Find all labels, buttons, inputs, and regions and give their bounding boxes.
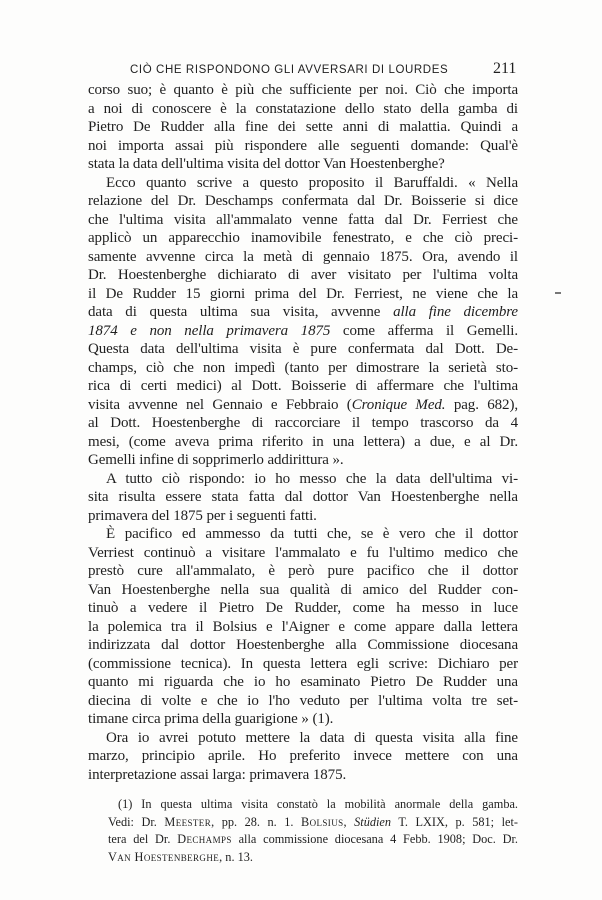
text-line xyxy=(88,81,518,99)
footnote-line xyxy=(118,796,518,812)
text-span: sita risulta essere stata fatta dal dottor Van Hoestenberghe nella xyxy=(88,489,518,505)
text-span: champs, ciò che non impedì (tanto per dimostrare la serietà sto- xyxy=(88,359,518,376)
text-span: alla commissione diocesana 4 Febb. 1908; Doc. Dr. xyxy=(231,832,518,846)
small-caps-name: Dechamps xyxy=(177,832,232,846)
italic-text: alla fine dicembre xyxy=(393,304,518,320)
italic-text: 1874 e non nella primavera 1875 xyxy=(88,322,331,339)
footnote-line xyxy=(108,831,518,847)
text-span: stata la data dell'ultima visita del dottor Van Hoestenberghe? xyxy=(88,156,445,172)
text-span: Pietro De Rudder alla fine dei sette anni di malattia. Quindi a xyxy=(88,119,518,135)
small-caps-name: Van Hoestenberghe xyxy=(108,849,220,864)
text-line xyxy=(88,636,518,654)
text-span: il De Rudder 15 giorni prima del Dr. Ferriest, ne viene che la xyxy=(88,285,518,302)
text-span: T. LXIX, p. 581; let- xyxy=(391,814,518,829)
text-line xyxy=(88,562,518,580)
text-line xyxy=(88,266,518,284)
text-line xyxy=(88,673,518,691)
text-span: rica di certi medici) al Dott. Boisserie di affermare che l'ultima xyxy=(88,378,518,394)
text-span: Vedi: Dr. xyxy=(108,814,165,829)
text-line xyxy=(88,248,518,266)
text-line xyxy=(88,544,518,562)
text-line xyxy=(88,692,518,710)
text-line xyxy=(88,507,518,525)
text-span: visita avvenne nel Gennaio e Febbraio ( xyxy=(88,396,352,413)
text-line xyxy=(88,710,518,728)
scan-mark xyxy=(555,292,561,294)
text-line xyxy=(88,285,518,303)
text-span: quanto mi riguarda che io ho esaminato Pietro De Rudder una xyxy=(88,674,518,690)
text-span: corso suo; è quanto è più che sufficiente per noi. Ciò che importa xyxy=(88,82,518,98)
text-line xyxy=(88,340,518,358)
text-span: Van Hoestenberghe nella sua qualità di amico del Rudder con- xyxy=(88,581,518,598)
small-caps-name: Bolsius xyxy=(301,814,344,829)
text-line xyxy=(88,137,518,155)
text-line xyxy=(106,174,518,192)
footnote-line xyxy=(108,814,518,830)
text-line xyxy=(88,581,518,599)
text-line xyxy=(88,451,518,469)
text-span: relazione del Dr. Deschamps confermata dal Dr. Boisserie si dice xyxy=(88,193,518,209)
text-span: A tutto ciò rispondo: io ho messo che la data dell'ultima vi- xyxy=(106,470,518,487)
footnote-line xyxy=(108,849,518,865)
text-line xyxy=(88,322,518,340)
text-span: Dr. Hoestenberghe dichiarato di aver visitato per l'ultima volta xyxy=(88,267,518,283)
text-span: Gemelli infine di sopprimerlo addirittura ». xyxy=(88,452,344,468)
text-span: mesi, (come aveva prima riferito in una lettera) a due, e al Dr. xyxy=(88,433,518,450)
text-span: Ecco quanto scrive a questo proposito il Baruffaldi. « Nella xyxy=(106,174,518,191)
text-span: È pacifico ed ammesso da tutti che, se è vero che il dottor xyxy=(106,526,518,542)
text-span: , n. 13. xyxy=(219,849,253,864)
text-span: (commissione tecnica). In questa lettera egli scrive: Dichiaro per xyxy=(88,655,518,672)
text-span: , xyxy=(343,814,355,829)
text-span: indirizzata dal dottor Hoestenberghe alla Commissione diocesana xyxy=(88,637,518,653)
text-span: , pp. 28. n. 1. xyxy=(211,814,301,829)
text-span: tinuò a vedere il Pietro De Rudder, come ha messo in luce xyxy=(88,600,518,616)
text-line xyxy=(88,766,518,784)
text-span: Verriest continuò a visitare l'ammalato e fu l'ultimo medico che xyxy=(88,544,518,561)
text-span: al Dott. Hoestenberghe di raccorciare il tempo trascorso da 4 xyxy=(88,415,518,431)
text-line xyxy=(88,303,518,321)
text-line xyxy=(88,100,518,118)
text-span: tera del Dr. xyxy=(108,832,178,846)
page-number: 211 xyxy=(493,60,517,77)
italic-text: Stüdien xyxy=(354,814,392,829)
text-line xyxy=(88,414,518,432)
text-line xyxy=(88,599,518,617)
text-line xyxy=(88,192,518,210)
text-span: Questa data dell'ultima visita è pure confermata dal Dott. De- xyxy=(88,341,518,357)
text-span: come afferma il Gemelli. xyxy=(330,322,518,339)
text-line xyxy=(106,729,518,747)
text-span: pag. 682), xyxy=(445,396,518,413)
text-line xyxy=(88,229,518,247)
text-span: timane circa prima della guarigione » (1). xyxy=(88,711,334,727)
text-line xyxy=(88,359,518,377)
text-span: prestò cure all'ammalato, è però pure pacifico che il dottor xyxy=(88,563,518,579)
running-header: CIÒ CHE RISPONDONO GLI AVVERSARI DI LOURDES xyxy=(130,64,449,76)
text-line xyxy=(88,377,518,395)
text-line xyxy=(88,618,518,636)
text-span: (1) In questa ultima visita constatò la mobilità anormale della gamba. xyxy=(118,797,518,811)
text-line xyxy=(88,655,518,673)
text-span: primavera del 1875 per i seguenti fatti. xyxy=(88,507,317,524)
text-span: applicò un apparecchio inamovibile fenestrato, e che ciò preci- xyxy=(88,230,518,246)
text-line xyxy=(88,488,518,506)
text-span: marzo, principio aprile. Ho preferito invece mettere con una xyxy=(88,748,518,764)
text-span: diecina di volte e che io l'ho veduto per l'ultima volta tre set- xyxy=(88,692,518,709)
text-span: data di questa ultima sua visita, avvenne xyxy=(88,304,394,320)
text-span: interpretazione assai larga: primavera 1875. xyxy=(88,766,347,783)
text-line xyxy=(106,470,518,488)
italic-text: Cronique Med. xyxy=(351,396,446,413)
text-span: la polemica tra il Bolsius e l'Aigner e come appare dalla lettera xyxy=(88,618,518,635)
text-span: a noi di conoscere è la constatazione dello stato della gamba di xyxy=(88,100,518,117)
small-caps-name: Meester xyxy=(164,814,212,829)
text-line xyxy=(106,525,518,543)
text-line xyxy=(88,155,518,173)
text-line xyxy=(88,747,518,765)
text-line xyxy=(88,118,518,136)
text-span: noi importa assai più rispondere alle seguenti domande: Qual'è xyxy=(88,137,518,154)
text-span: samente avvenne circa la metà di gennaio 1875. Ora, avendo il xyxy=(88,248,518,265)
text-span: che l'ultima visita all'ammalato venne fatta dal Dr. Ferriest che xyxy=(88,211,518,228)
text-span: Ora io avrei potuto mettere la data di questa visita alla fine xyxy=(106,729,518,746)
text-line xyxy=(88,433,518,451)
text-line xyxy=(88,396,518,414)
text-line xyxy=(88,211,518,229)
